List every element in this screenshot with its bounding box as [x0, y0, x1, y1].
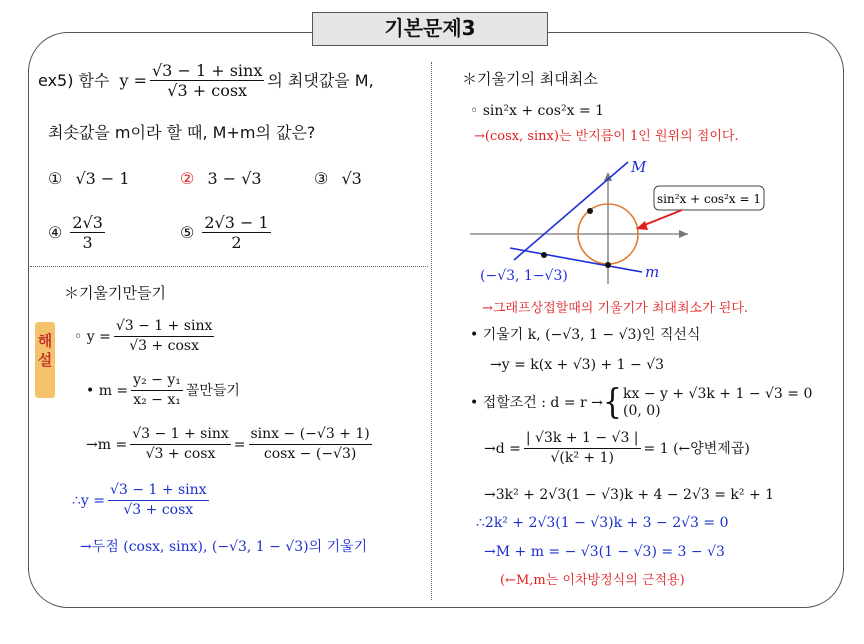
left-step1-den: √3 + cosx — [129, 338, 199, 354]
quadratic-eq: ∴2k² + 2√3(1 − √3)k + 3 − 2√3 = 0 — [476, 515, 729, 531]
horizontal-divider — [30, 266, 428, 267]
choice-4-mark: ④ — [48, 222, 63, 242]
answer-eq: →M + m = − √3(1 − √3) = 3 − √3 — [484, 544, 725, 560]
left-step1-fraction — [114, 318, 215, 355]
tangent-cond-head: • 접할조건 : d = r → — [470, 395, 603, 411]
external-point-label: (−√3, 1−√3) — [480, 268, 568, 284]
problem-line2: 최솟값을 m이라 할 때, M+m의 값은? — [48, 123, 316, 142]
choice-5-num: 2√3 − 1 — [204, 213, 269, 232]
problem-func-lhs: y = — [119, 70, 147, 90]
left-step3-fraction-2 — [249, 426, 372, 463]
sys-line-1: kx − y + √3k + 1 − √3 = 0 — [622, 386, 813, 402]
callout-arrow-icon — [636, 221, 648, 230]
brace-symbol: { — [602, 382, 622, 423]
choice-1-mark: ① — [48, 169, 63, 188]
x-axis-arrow-icon — [679, 230, 688, 238]
left-step2-tail: 꼴만들기 — [185, 382, 240, 399]
left-step3-fraction-1 — [130, 426, 231, 463]
dist-num: | √3k + 1 − √3 | — [524, 430, 641, 449]
vertical-divider — [431, 62, 432, 600]
tangent-graph — [470, 152, 770, 292]
problem-func-fraction — [150, 62, 264, 99]
tangent-point-M — [587, 208, 593, 214]
choice-4-num: 2√3 — [72, 213, 103, 232]
sys-line-2: (0, 0) — [622, 403, 661, 419]
distance-eq — [484, 430, 750, 467]
left-step5: →두점 (cosx, sinx), (−√3, 1 − √3)의 기울기 — [80, 539, 368, 555]
left-step3-prefix: →m = — [86, 436, 128, 453]
tangent-line-M — [514, 162, 628, 260]
left-step3-den2: cosx − (−√3) — [263, 446, 357, 462]
left-step2-num: y₂ − y₁ — [131, 372, 183, 391]
unit-circle-note: →(cosx, sinx)는 반지름이 1인 원위의 점이다. — [474, 129, 739, 144]
label-M: M — [631, 158, 647, 176]
dist-fraction — [524, 430, 641, 467]
left-step4-prefix: ∴y = — [72, 492, 105, 509]
problem-func-num: √3 − 1 + sinx — [151, 61, 263, 80]
external-point — [541, 252, 547, 258]
condition-system — [623, 386, 812, 420]
left-step4-den: √3 + cosx — [123, 502, 194, 518]
dist-tail: = 1 (←양변제곱) — [643, 440, 750, 457]
left-step4 — [72, 482, 212, 519]
problem-line1-tail: 의 최댓값을 M, — [267, 70, 374, 90]
left-step2-den: x₂ − x₁ — [133, 392, 181, 408]
choice-1-text: √3 − 1 — [75, 169, 130, 188]
choice-3-mark: ③ — [314, 169, 329, 188]
left-step3 — [86, 426, 375, 463]
problem-label: ex5) 함수 — [38, 70, 110, 90]
left-step3-num2: sinx − (−√3 + 1) — [249, 426, 372, 445]
identity-line: ◦ sin²x + cos²x = 1 — [470, 103, 605, 119]
problem-func-den: √3 + cosx — [167, 81, 248, 100]
label-m: m — [645, 263, 660, 281]
callout-pointer — [642, 210, 682, 226]
left-step1 — [74, 318, 217, 355]
left-step3-num1: √3 − 1 + sinx — [130, 426, 231, 445]
solution-badge-text: 해설 — [37, 332, 53, 369]
page-title: 기본문제3 — [312, 12, 548, 46]
right-heading: ＊기울기의 최대최소 — [462, 70, 598, 88]
dist-den: √(k² + 1) — [550, 450, 614, 466]
left-step2 — [86, 372, 240, 409]
left-heading: ＊기울기만들기 — [64, 284, 166, 302]
choice-2 — [180, 170, 262, 188]
left-step2-prefix: • m = — [86, 382, 129, 399]
problem-statement — [38, 62, 374, 99]
choice-3 — [314, 170, 362, 188]
choice-5-den: 2 — [231, 233, 242, 252]
left-step2-fraction — [131, 372, 183, 409]
choice-5-mark: ⑤ — [180, 222, 195, 242]
left-step1-prefix: ◦ y = — [74, 328, 111, 345]
tangent-condition — [470, 382, 813, 423]
left-step4-fraction — [108, 482, 209, 519]
dist-prefix: →d = — [484, 440, 521, 457]
choice-4-fraction — [70, 214, 105, 251]
line-eq-head: • 기울기 k, (−√3, 1 − √3)인 직선식 — [470, 327, 701, 343]
tangent-note: →그래프상접할때의 기울기가 최대최소가 된다. — [482, 301, 749, 316]
solution-badge — [35, 322, 55, 398]
tangent-point-m — [605, 262, 611, 268]
choice-4 — [48, 214, 108, 251]
line-eq: →y = k(x + √3) + 1 − √3 — [490, 357, 665, 373]
left-step3-den1: √3 + cosx — [145, 446, 216, 462]
left-step1-num: √3 − 1 + sinx — [114, 318, 215, 337]
choice-2-mark: ② — [180, 169, 195, 188]
choice-3-text: √3 — [341, 169, 362, 188]
choice-5 — [180, 214, 274, 251]
choice-2-text: 3 − √3 — [207, 169, 262, 188]
left-step4-num: √3 − 1 + sinx — [108, 482, 209, 501]
expanded-eq: →3k² + 2√3(1 − √3)k + 4 − 2√3 = k² + 1 — [484, 487, 775, 503]
choice-5-fraction — [202, 214, 270, 251]
vieta-note: (←M,m는 이차방정식의 근적용) — [500, 573, 685, 588]
choice-4-den: 3 — [82, 233, 93, 252]
circle-callout-text: sin²x + cos²x = 1 — [657, 192, 761, 206]
left-step3-eq: = — [233, 436, 246, 453]
choice-1 — [48, 170, 130, 188]
